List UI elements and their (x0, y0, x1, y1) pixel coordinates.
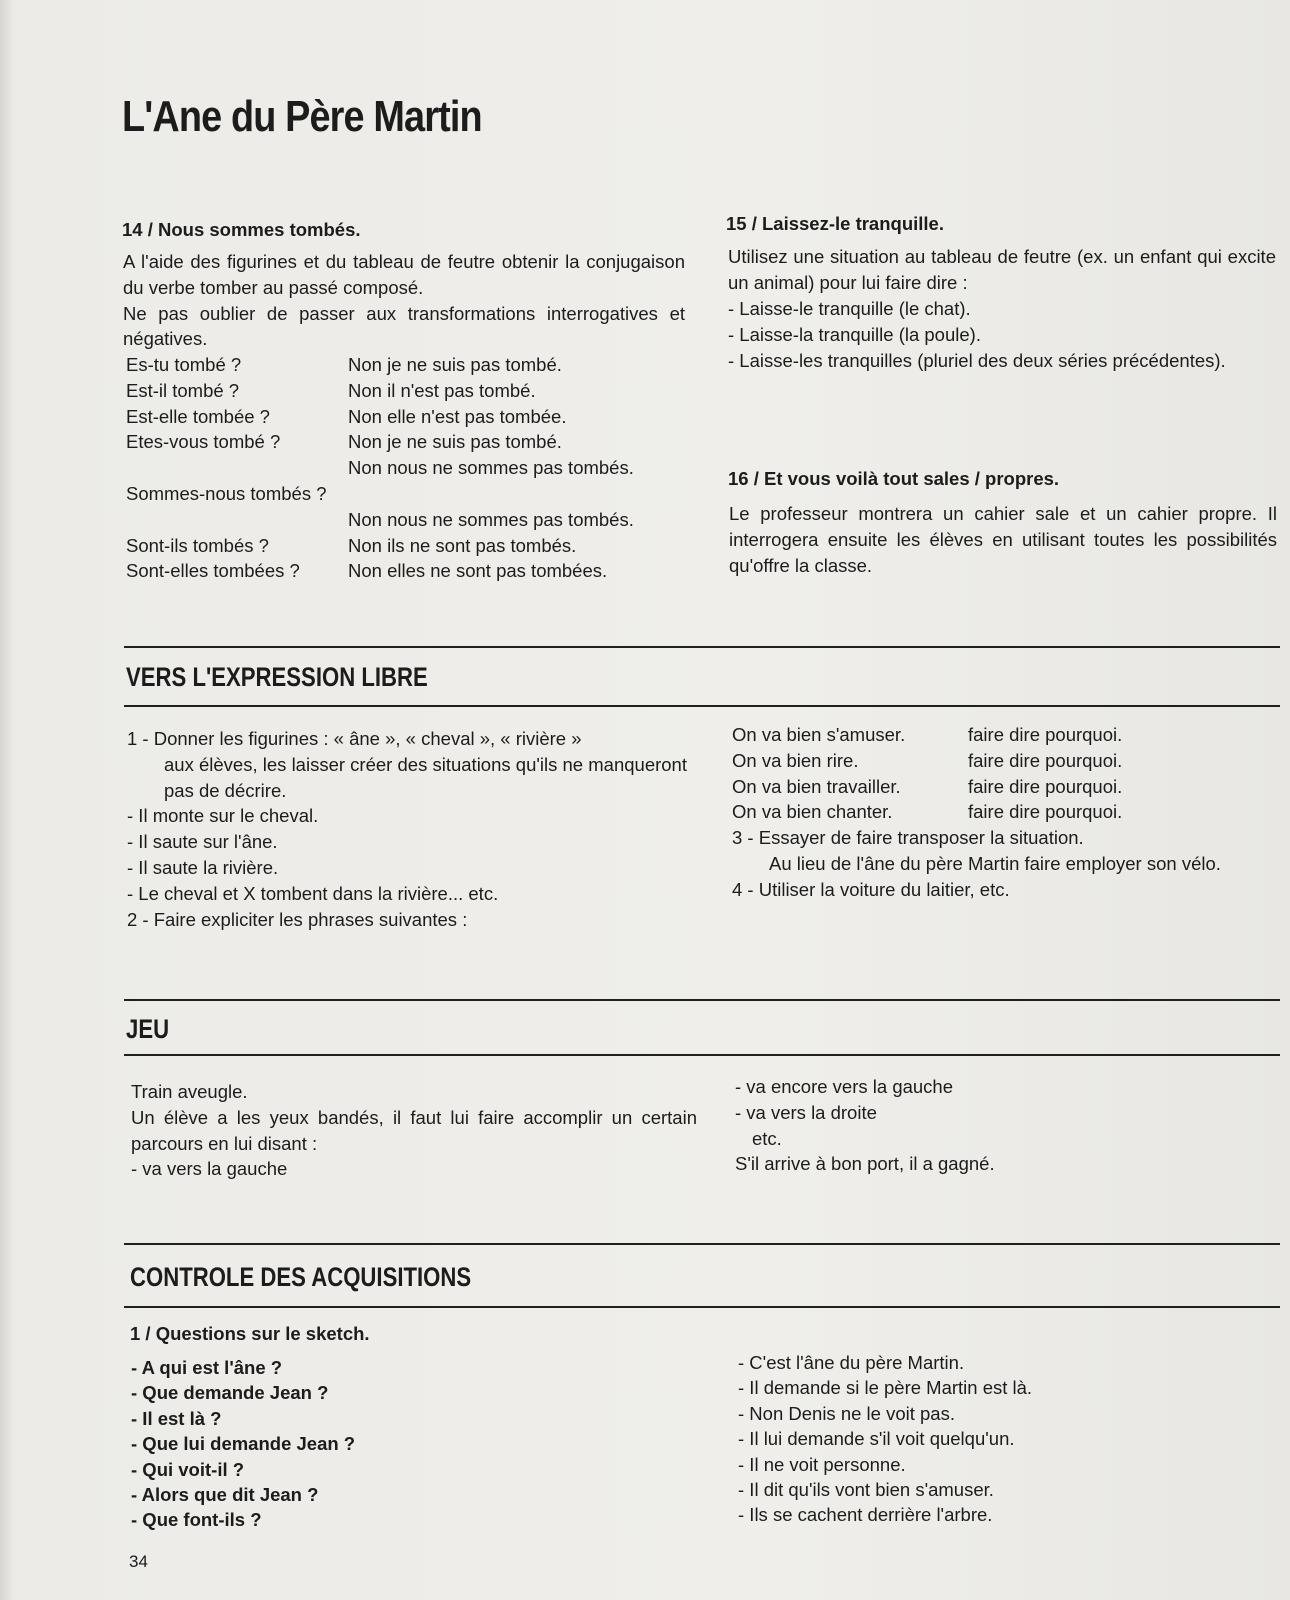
page-number: 34 (129, 1552, 148, 1571)
instruction: faire dire pourquoi. (968, 775, 1123, 797)
phrase: On va bien travailler. (732, 775, 901, 797)
question-item: - Il est là ? (131, 1407, 222, 1429)
phrase: On va bien rire. (732, 749, 859, 771)
answer-item: - Il lui demande s'il voit quelqu'un. (738, 1428, 1015, 1450)
question (126, 507, 348, 533)
question-item: - Que font-ils ? (131, 1509, 262, 1531)
answer-item: - Il ne voit personne. (738, 1453, 906, 1475)
phrases-table (732, 722, 1122, 825)
answer: Non je ne suis pas tombé. (348, 354, 562, 375)
conjugation-row (126, 352, 634, 378)
section-rule (124, 1054, 1280, 1056)
list-item: 4 - Utiliser la voiture du laitier, etc. (732, 878, 1010, 900)
list-item: - Laisse-la tranquille (la poule). (728, 323, 981, 345)
list-item: S'il arrive à bon port, il a gagné. (735, 1153, 995, 1175)
answer: Non nous ne sommes pas tombés. (348, 457, 634, 479)
answer: Non ils ne sont pas tombés. (348, 534, 577, 556)
list-item: 3 - Essayer de faire transposer la situation. (732, 827, 1084, 848)
answers-list (738, 1350, 1032, 1528)
exercise-15-heading: 15 / Laissez-le tranquille. (726, 213, 944, 234)
question-item: - Que demande Jean ? (131, 1382, 329, 1404)
question: Sommes-nous tombés ? (126, 482, 327, 504)
game-name: Train aveugle. (131, 1081, 248, 1102)
question: Est-elle tombée ? (126, 405, 270, 427)
list-item: - Laisse-le tranquille (le chat). (728, 298, 971, 319)
conjugation-row (126, 481, 634, 507)
exercise-15-intro: Utilisez une situation au tableau de feutre (ex. un enfant qui excite un animal) pour lui faire dire : (728, 246, 1276, 293)
conjugation-table (126, 352, 634, 584)
section-heading-controle: CONTROLE DES ACQUISITIONS (130, 1262, 472, 1292)
question: Sont-ils tombés ? (126, 534, 269, 556)
instruction: faire dire pourquoi. (968, 724, 1123, 745)
section-rule (124, 705, 1280, 707)
answer-item: - Il dit qu'ils vont bien s'amuser. (738, 1479, 994, 1501)
game-description: Un élève a les yeux bandés, il faut lui faire accomplir un certain parcours en lui disant : (131, 1106, 697, 1154)
phrase: On va bien s'amuser. (732, 724, 906, 745)
instruction: faire dire pourquoi. (968, 801, 1123, 823)
answer: Non il n'est pas tombé. (348, 379, 536, 401)
exercise-14-heading: 14 / Nous sommes tombés. (122, 219, 361, 240)
list-item-continuation: aux élèves, les laisser créer des situations qu'ils ne manqueront pas de décrire. (164, 753, 687, 801)
phrase-row (732, 722, 1122, 748)
phrase: On va bien chanter. (732, 801, 893, 823)
list-item: - Il saute la rivière. (127, 856, 279, 878)
exercise-15-list (728, 296, 1276, 373)
section-heading-expression: VERS L'EXPRESSION LIBRE (126, 662, 428, 692)
section-heading-jeu: JEU (126, 1014, 170, 1044)
answer: Non nous ne sommes pas tombés. (348, 508, 634, 530)
page-title: L'Ane du Père Martin (122, 92, 482, 141)
exercise-16-heading: 16 / Et vous voilà tout sales / propres. (728, 468, 1060, 489)
conjugation-row (126, 429, 634, 455)
answer-item: - Il demande si le père Martin est là. (738, 1377, 1033, 1399)
question-item: - Alors que dit Jean ? (131, 1484, 319, 1506)
answer-item: - Ils se cachent derrière l'arbre. (738, 1504, 993, 1526)
answer: Non je ne suis pas tombé. (348, 431, 562, 453)
question: Est-il tombé ? (126, 379, 240, 401)
exercise-14-text (123, 249, 685, 352)
conjugation-row (126, 533, 634, 559)
questions-list (131, 1355, 355, 1533)
answer: Non elle n'est pas tombée. (348, 405, 567, 427)
question: Es-tu tombé ? (126, 354, 242, 375)
question: Sont-elles tombées ? (126, 560, 300, 582)
list-item: 2 - Faire expliciter les phrases suivantes : (127, 908, 468, 930)
question: Etes-vous tombé ? (126, 431, 281, 453)
section-rule (124, 999, 1280, 1001)
list-item: - Laisse-les tranquilles (pluriel des deux séries précédentes). (728, 349, 1226, 371)
phrase-row (732, 799, 1122, 825)
list-item: etc. (752, 1127, 782, 1149)
jeu-right-column (735, 1074, 995, 1177)
conjugation-row (126, 507, 634, 533)
list-item: - va vers la droite (735, 1101, 877, 1123)
question-item: - Que lui demande Jean ? (131, 1433, 356, 1455)
list-item: - va encore vers la gauche (735, 1076, 954, 1097)
expression-right-column (732, 825, 1280, 902)
question (126, 455, 348, 481)
list-item: 1 - Donner les figurines : « âne », « cheval », « rivière » (127, 728, 582, 749)
section-rule (124, 646, 1280, 648)
expression-left-column (127, 726, 687, 932)
exercise-16-text: Le professeur montrera un cahier sale et un cahier propre. Il interrogera ensuite les élèves en utilisant toutes les possibilités qu'offre la classe. (729, 503, 1277, 576)
conjugation-row (126, 455, 634, 481)
section-rule (124, 1243, 1280, 1245)
list-item: - va vers la gauche (131, 1158, 288, 1180)
instruction: faire dire pourquoi. (968, 749, 1123, 771)
answer-item: - Non Denis ne le voit pas. (738, 1402, 955, 1424)
exercise-14-paragraph-1: A l'aide des figurines et du tableau de feutre obtenir la conjugaison du verbe tomber au passé composé. (123, 251, 685, 298)
conjugation-row (126, 378, 634, 404)
conjugation-row (126, 558, 634, 584)
phrase-row (732, 774, 1122, 800)
question-item: - Qui voit-il ? (131, 1458, 245, 1480)
answer-item: - C'est l'âne du père Martin. (738, 1352, 965, 1373)
list-item-continuation: Au lieu de l'âne du père Martin faire employer son vélo. (769, 852, 1221, 874)
section-rule (124, 1306, 1280, 1308)
question-item: - A qui est l'âne ? (131, 1357, 283, 1378)
list-item: - Le cheval et X tombent dans la rivière... etc. (127, 882, 499, 904)
phrase-row (732, 748, 1122, 774)
exercise-14-paragraph-2: Ne pas oublier de passer aux transformations interrogatives et négatives. (123, 302, 685, 350)
list-item: - Il saute sur l'âne. (127, 831, 278, 853)
controle-subheading: 1 / Questions sur le sketch. (130, 1323, 370, 1344)
conjugation-row (126, 404, 634, 430)
answer: Non elles ne sont pas tombées. (348, 560, 608, 582)
list-item: - Il monte sur le cheval. (127, 805, 319, 827)
jeu-left-column (131, 1079, 697, 1182)
